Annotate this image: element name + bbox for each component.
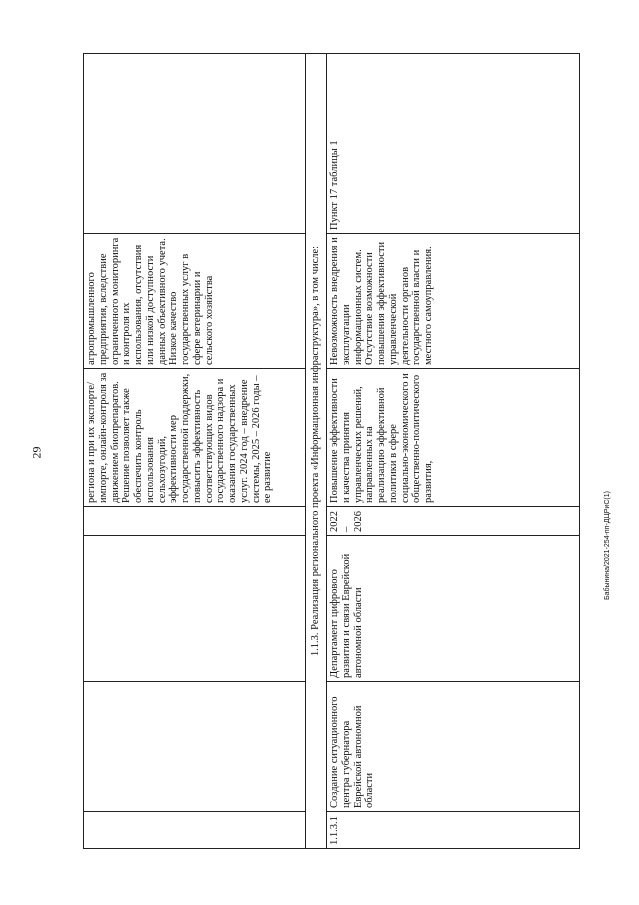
measures-table — [83, 53, 580, 849]
cell-name: Создание ситуационного центра губернатора Еврейской автономной области — [327, 682, 580, 812]
section-row — [306, 54, 327, 849]
table-row — [327, 54, 580, 849]
rotated-table-container — [83, 54, 580, 849]
cell-link — [84, 54, 306, 234]
cell-executor: Департамент цифрового развития и связи Еврейской автономной области — [327, 536, 580, 682]
cell-result: Повышение эффективности и качества принятия управленческих решений, направленных на реализацию эффективной политики в сфере социально-экономического и общественно-политического развития, — [327, 369, 580, 507]
table-row — [84, 54, 306, 849]
cell-number — [84, 812, 306, 849]
cell-result: региона и при их экспорте/импорте, онлайн-контроля за движением биопрепаратов. Решение позволяет также обеспечить контроль использования сельхозугодий, эффективности мер государственной поддержки, повысить эффективность соответствующих видов государственного надзора и оказания государственных услуг. 2024 год – внедрение системы, 2025 – 2026 годы – ее развитие — [84, 369, 306, 507]
cell-years: 2022 – 2026 — [327, 507, 580, 536]
cell-problem: Невозможность внедрения и эксплуатации информационных систем. Отсутствие возможности повышения эффективности управленческой деятельности органов государственной власти и местного самоуправления. — [327, 234, 580, 369]
page-number: 29 — [29, 446, 44, 459]
footer-reference-text: Бабынина/2021-254-пп-ДЦРиС(1) — [604, 491, 611, 600]
cell-executor — [84, 536, 306, 682]
section-title: 1.1.3. Реализация регионального проекта «Информационная инфраструктура», в том числе: — [306, 54, 327, 849]
cell-years — [84, 507, 306, 536]
cell-link: Пункт 17 таблицы 1 — [327, 54, 580, 234]
cell-name — [84, 682, 306, 812]
cell-number: 1.1.3.1 — [327, 812, 580, 849]
cell-problem: агропромышленного предприятия, вследствие ограниченного мониторинга и контроля их использования, отсутствия или низкой доступности данных объективного учета. Низкое качество государственных услуг в сфере ветеринарии и сельского хозяйства — [84, 234, 306, 369]
